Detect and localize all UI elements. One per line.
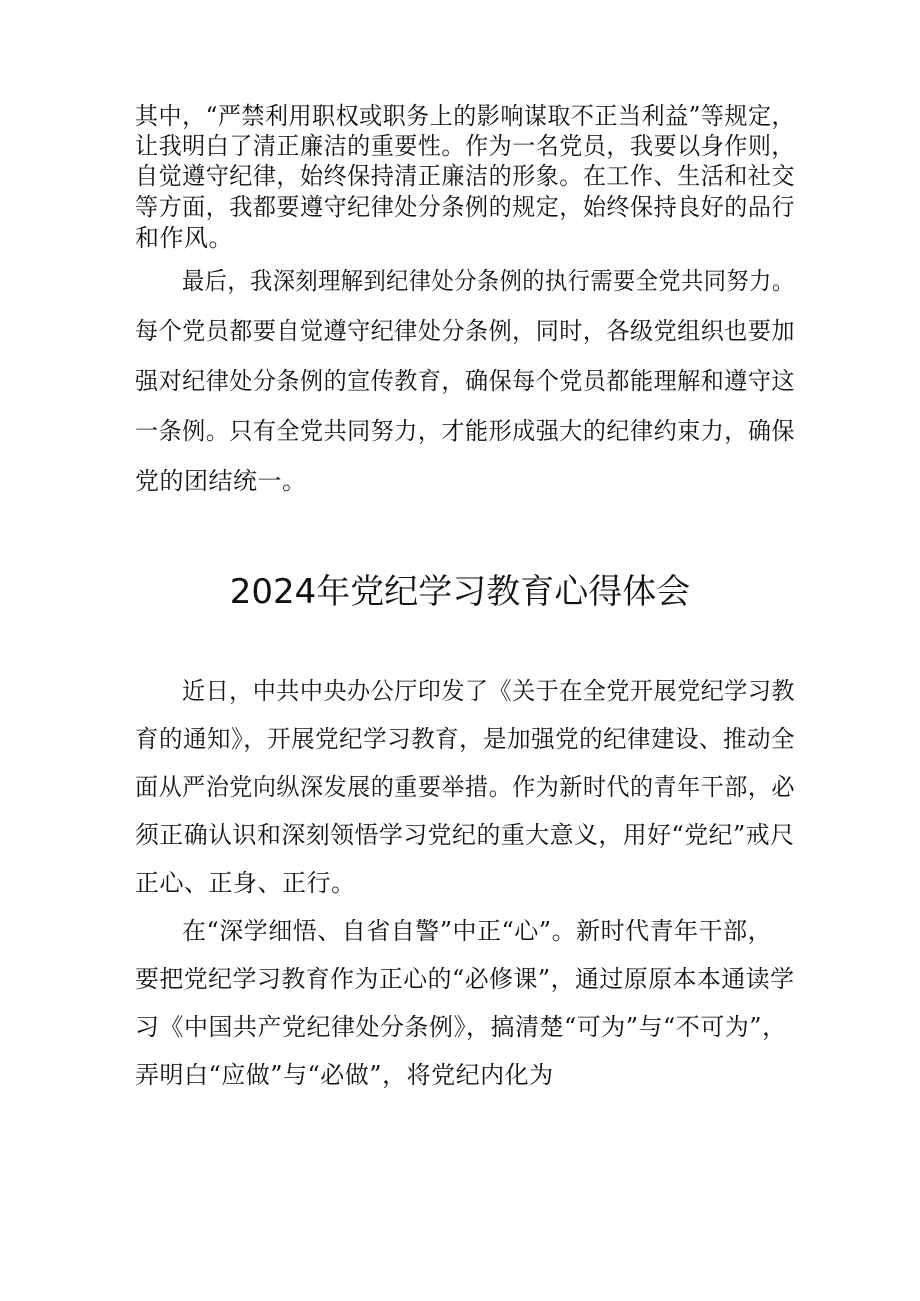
text-line: 党的团结统一。 [135, 467, 307, 495]
text-line: 在“深学细悟、自省自警”中正“心”。新时代青年干部， [182, 917, 773, 945]
page-title: 2024年党纪学习教育心得体会 [229, 572, 691, 612]
text-line: 强对纪律处分条例的宣传教育，确保每个党员都能理解和遵守这 [135, 367, 795, 395]
text-line: 自觉遵守纪律，始终保持清正廉洁的形象。在工作、生活和社交 [135, 162, 795, 190]
text-line: 让我明白了清正廉洁的重要性。作为一名党员，我要以身作则， [135, 132, 795, 160]
text-line: 等方面，我都要遵守纪律处分条例的规定，始终保持良好的品行 [135, 193, 795, 221]
text-line: 其中，“严禁利用职权或职务上的影响谋取不正当利益”等规定， [135, 102, 796, 130]
text-line: 习《中国共产党纪律处分条例》，搞清楚“可为”与“不可为”， [135, 1013, 787, 1041]
text-line: 一条例。只有全党共同努力，才能形成强大的纪律约束力，确保 [135, 417, 795, 445]
text-line: 每个党员都要自觉遵守纪律处分条例，同时，各级党组织也要加 [135, 317, 795, 345]
text-line: 和作风。 [135, 224, 233, 252]
text-line: 正心、正身、正行。 [135, 869, 356, 897]
text-line: 弄明白“应做”与“必做”，将党纪内化为 [135, 1061, 554, 1089]
text-line: 须正确认识和深刻领悟学习党纪的重大意义，用好“党纪”戒尺 [135, 821, 795, 849]
text-line: 近日，中共中央办公厅印发了《关于在全党开展党纪学习教 [182, 677, 795, 705]
text-line: 面从严治党向纵深发展的重要举措。作为新时代的青年干部，必 [135, 773, 795, 801]
text-line: 要把党纪学习教育作为正心的“必修课”，通过原原本本通读学 [135, 965, 795, 993]
text-line: 育的通知》，开展党纪学习教育，是加强党的纪律建设、推动全 [135, 725, 795, 753]
text-line: 最后，我深刻理解到纪律处分条例的执行需要全党共同努力。 [182, 267, 795, 295]
